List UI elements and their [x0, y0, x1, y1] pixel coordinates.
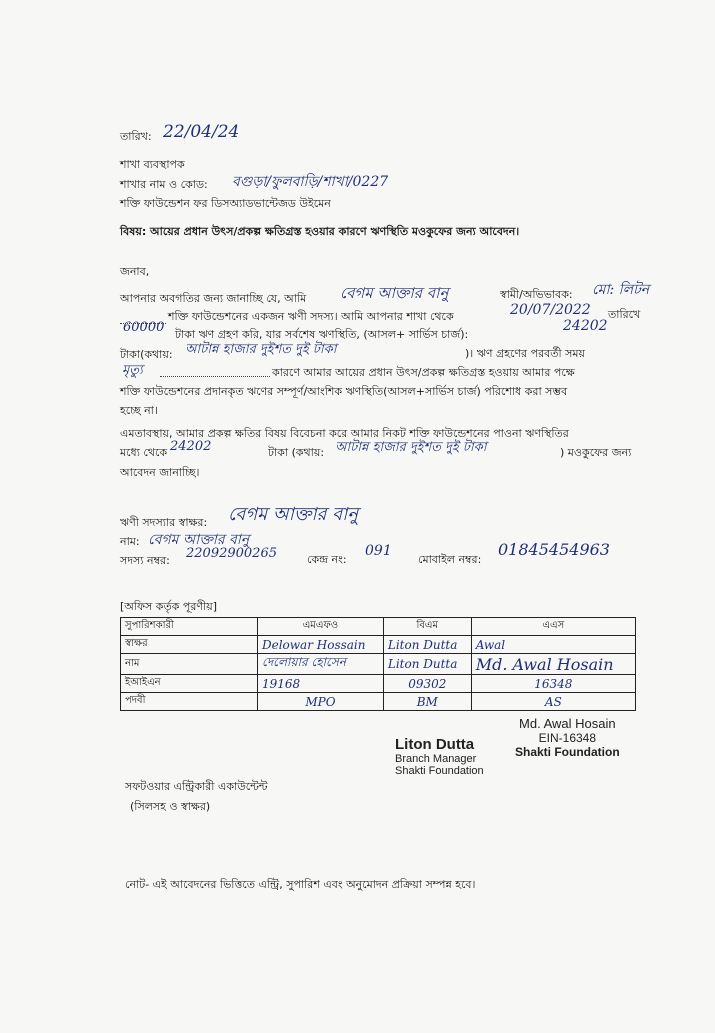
center-value: 091 [365, 543, 392, 559]
subject-line: বিষয়: আয়ের প্রধান উৎস/প্রকল্প ক্ষতিগ্রস্ত হওয়ার কারণে ঋণস্থিতি মওকুফের জন্য আবেদন। [120, 225, 520, 238]
signature-label: ঋণী সদস্যার স্বাক্ষর: [120, 516, 208, 529]
reason-handwritten: মৃত্যু [122, 363, 143, 378]
name-value: বেগম আক্তার বানু [148, 532, 250, 548]
balance-words-handwritten: আটান্ন হাজার দুইশত দুই টাকা [185, 342, 337, 357]
bm-name: Liton Dutta [387, 657, 458, 671]
as-signature: Awal [475, 637, 506, 652]
as-stamp [515, 716, 620, 759]
office-column-header: এমএফও [258, 618, 384, 636]
mfo-name: দেলোয়ার হোসেন [262, 655, 346, 669]
loan-amount-handwritten: 60000 [123, 320, 165, 335]
p1-line2-end: তারিখে [608, 308, 641, 321]
mfo-signature: Delowar Hossain [262, 637, 366, 652]
as-stamp-org: Shakti Foundation [515, 745, 620, 759]
as-stamp-ein: EIN-16348 [538, 731, 597, 745]
bm-stamp-name: Liton Dutta [395, 736, 475, 753]
office-cell [383, 675, 471, 693]
office-row [121, 693, 636, 711]
date-value: 22/04/24 [163, 122, 240, 142]
office-column-header: এএস [471, 618, 635, 636]
center-label: কেন্দ্র নং: [307, 553, 347, 566]
waiver-words-handwritten: আটান্ন হাজার দুইশত দুই টাকা [335, 440, 487, 455]
as-name: Md. Awal Hosain [475, 654, 614, 674]
office-cell [258, 654, 384, 675]
office-cell [383, 654, 471, 675]
office-row-label: সুপারিশকারী [121, 618, 258, 636]
bm-ein: 09302 [408, 676, 447, 691]
office-table [120, 617, 636, 711]
salutation: জনাব, [120, 265, 150, 278]
p1-line1-b: স্বামী/অভিভাবক: [500, 288, 573, 301]
bm-signature: Liton Dutta [387, 637, 458, 652]
office-row [121, 675, 636, 693]
date-label: তারিখ: [120, 130, 152, 143]
p2-line2-a: মধ্যে থেকে [120, 446, 168, 459]
office-cell [258, 675, 384, 693]
as-stamp-name: Md. Awal Hosain [519, 716, 616, 731]
guardian-handwritten: মো: লিটন [592, 282, 650, 298]
bm-stamp-org: Shakti Foundation [395, 765, 484, 777]
p2-line3: আবেদন জানাচ্ছি। [120, 466, 200, 479]
note-line: নোট- এই আবেদনের ভিত্তিতে এন্ট্রি, সুপারিশ এবং অনুমোদন প্রক্রিয়া সম্পন্ন হবে। [125, 878, 476, 891]
office-row [121, 636, 636, 654]
recipient-title: শাখা ব্যবস্থাপক [120, 158, 185, 171]
branch-value: বগুড়া/ফুলবাড়ি/শাখা/0227 [232, 174, 389, 190]
member-signature: বেগম আক্তার বানু [228, 504, 359, 525]
mfo-ein: 19168 [262, 676, 301, 691]
p1-line5: কারণে আমার আয়ের প্রধান উৎস/প্রকল্প ক্ষতিগ্রস্ত হওয়ায় আমার পক্ষে [272, 366, 575, 379]
p1-line3: টাকা ঋণ গ্রহণ করি, যার সর্বশেষ ঋণস্থিতি, (আসল+ সার্ভিস চার্জ): [175, 328, 469, 341]
as-ein: 16348 [534, 676, 573, 691]
software-entry-line2: (সিলসহ ও স্বাক্ষর) [130, 800, 211, 813]
office-column-header: বিএম [383, 618, 471, 636]
mobile-label: মোবাইল নম্বর: [418, 553, 482, 566]
office-cell [471, 636, 635, 654]
bm-stamp [395, 736, 484, 777]
office-cell [383, 693, 471, 711]
office-row-label: ইআইএন [121, 675, 258, 693]
branch-label: শাখার নাম ও কোড: [120, 178, 208, 191]
waiver-amount-handwritten: 24202 [170, 439, 212, 454]
office-cell [471, 654, 635, 675]
p2-line2-b: টাকা (কথায়: [268, 446, 325, 459]
loan-date-handwritten: 20/07/2022 [510, 302, 591, 318]
name-label: নাম: [120, 535, 140, 548]
member-name-handwritten: বেগম আক্তার বানু [340, 284, 449, 302]
office-header-row [121, 618, 636, 636]
p2-line1: এমতাবস্থায়, আমার প্রকল্প ক্ষতির বিষয় বিবেচনা করে আমার নিকট শক্তি ফাউন্ডেশনের পাওনা ঋণস্থিতির [120, 427, 569, 440]
p1-line6: শক্তি ফাউন্ডেশনের প্রদানকৃত ঋণের সম্পূর্ণ/আংশিক ঋণস্থিতি(আসল+সার্ভিস চার্জ) পরিশোধ করা সম্ভব [120, 385, 568, 398]
office-cell [471, 693, 635, 711]
as-designation: AS [544, 694, 562, 709]
office-cell [471, 675, 635, 693]
office-row-label: নাম [121, 654, 258, 675]
office-row-label: স্বাক্ষর [121, 636, 258, 654]
bm-stamp-title: Branch Manager [395, 753, 477, 765]
member-no-value: 22092900265 [186, 546, 277, 561]
bm-designation: BM [416, 694, 438, 709]
p1-line4-b: )। ঋণ গ্রহণের পরবর্তী সময় [465, 347, 585, 360]
member-no-label: সদস্য নম্বর: [120, 554, 170, 567]
p1-line4-a: টাকা(কথায়: [120, 348, 173, 361]
mfo-designation: MPO [305, 694, 336, 709]
software-entry-line1: সফটওয়ার এন্ট্রিকারী একাউন্টেন্ট [125, 780, 268, 793]
reason-line [160, 376, 270, 377]
p1-line1-a: আপনার অবগতির জন্য জানাচ্ছি যে, আমি [120, 292, 307, 305]
office-row-label: পদবী [121, 693, 258, 711]
p1-line7: হচ্ছে না। [120, 404, 158, 417]
p2-line2-c: ) মওকুফের জন্য [560, 446, 632, 459]
office-cell [258, 636, 384, 654]
office-row [121, 654, 636, 675]
p1-line2: শক্তি ফাউন্ডেশনের একজন ঋণী সদস্য। আমি আপনার শাখা থেকে [168, 310, 454, 323]
mobile-value: 01845454963 [498, 540, 610, 559]
balance-handwritten: 24202 [563, 318, 608, 334]
office-heading: [অফিস কর্তৃক পূরণীয়] [120, 600, 217, 613]
org-line: শক্তি ফাউন্ডেশন ফর ডিসঅ্যাডভান্টেজড উইমেন [120, 197, 331, 210]
office-cell [258, 693, 384, 711]
office-cell [383, 636, 471, 654]
